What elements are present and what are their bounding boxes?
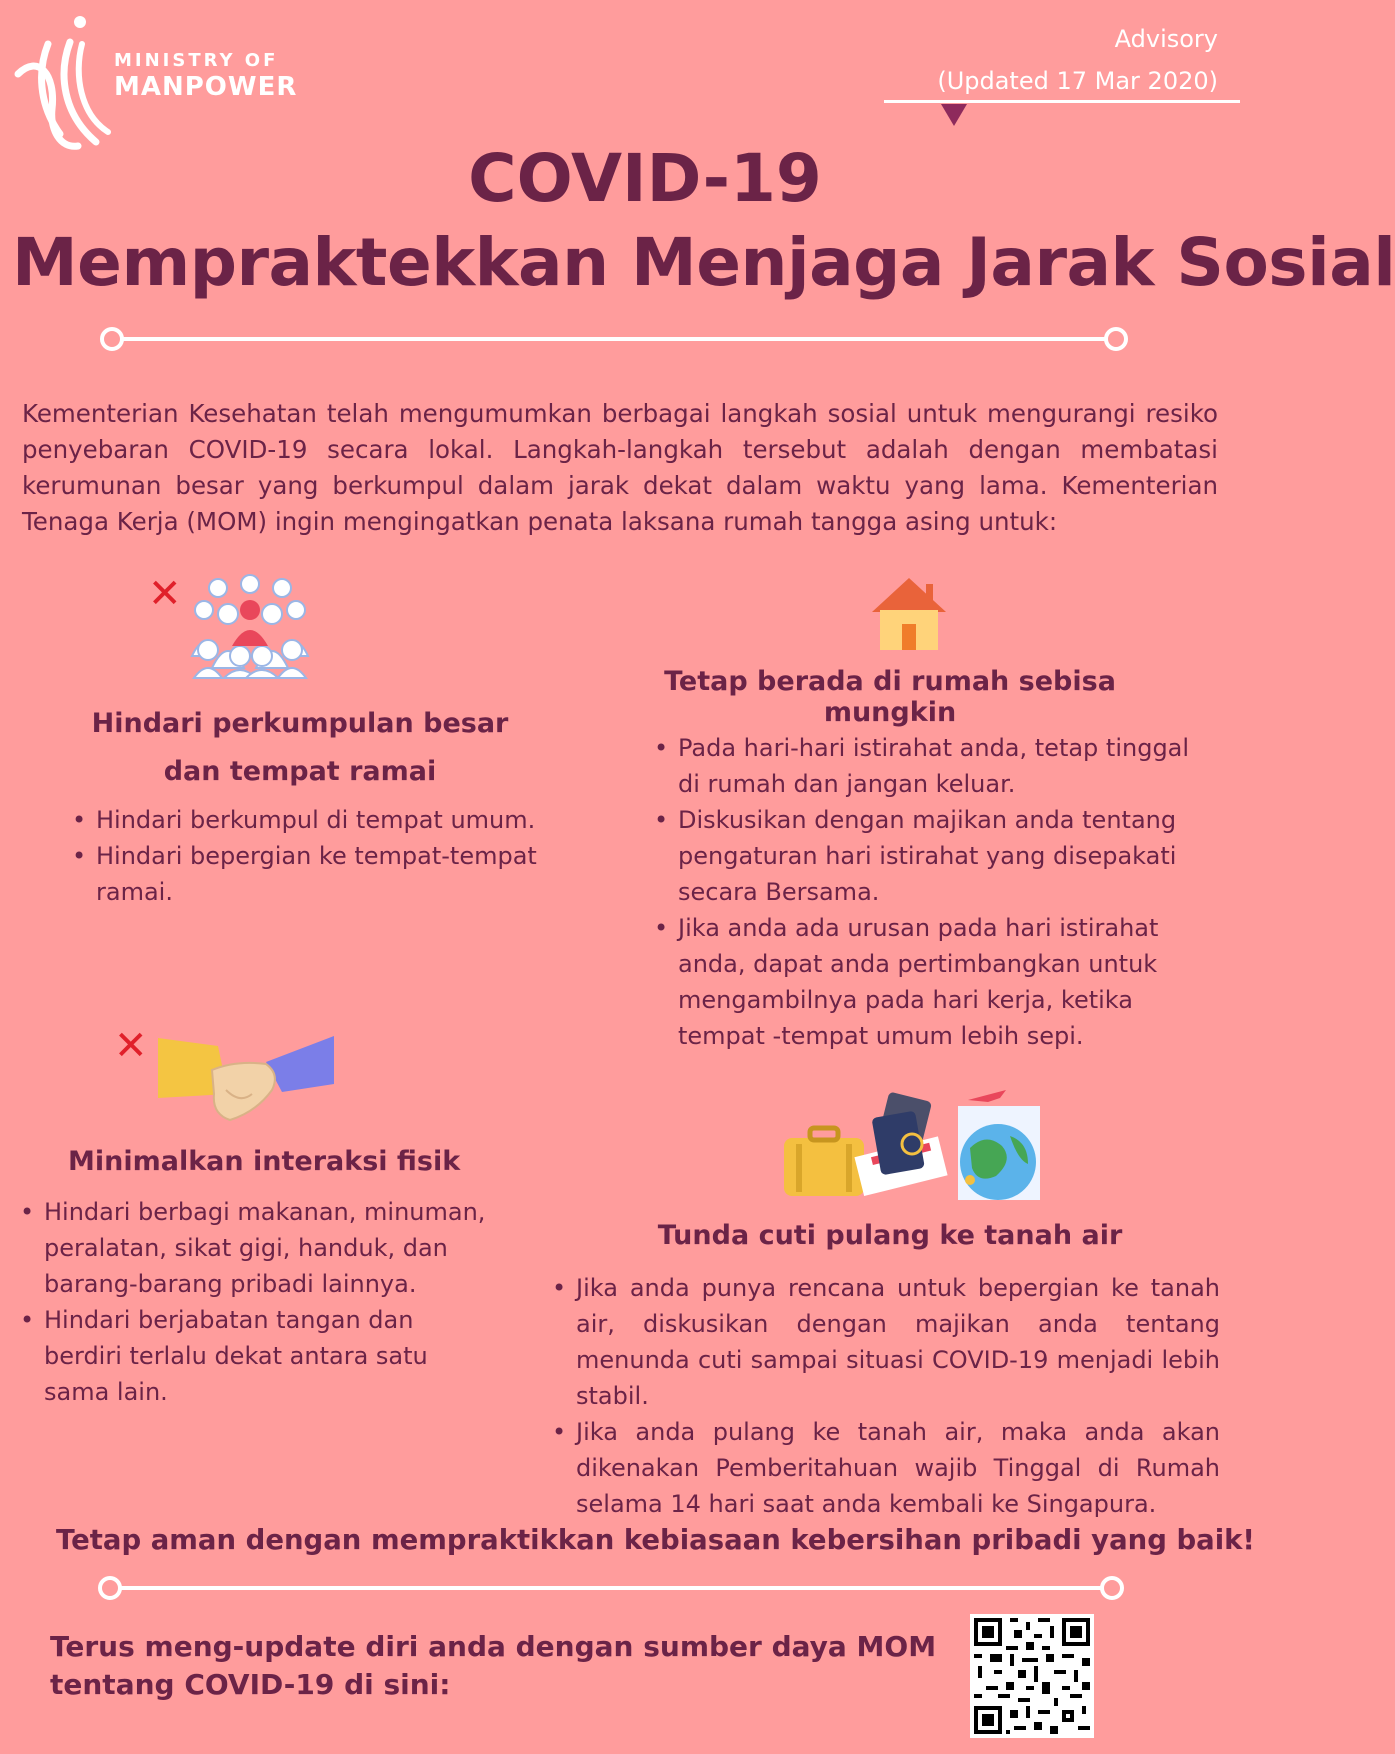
list-item: • Diskusikan dengan majikan anda tentang pengaturan hari istirahat yang disepakati secara Bersama. (654, 802, 1214, 910)
divider-dot-right-icon (1104, 327, 1128, 351)
list-item: • Jika anda pulang ke tanah air, maka anda akan dikenakan Pemberitahuan wajib Tinggal di Rumah selama 14 hari saat anda kembali ke Singapura. (552, 1414, 1220, 1522)
logo-text-manpower: MANPOWER (114, 72, 298, 102)
intro-paragraph: Kementerian Kesehatan telah mengumumkan berbagai langkah sosial untuk mengurangi resiko penyebaran COVID-19 secara lokal. Langkah-langkah tersebut adalah dengan membatasi kerumunan besar yang berkumpul dalam jarak dekat dalam waktu yang lama. Kementerian Tenaga Kerja (MOM) ingin mengingatkan penata laksana rumah tangga asing untuk: (22, 399, 1218, 536)
travel-icon (782, 1084, 1044, 1202)
footer-divider (112, 1586, 1112, 1590)
list-item: • Hindari berjabatan tangan dan berdiri terlalu dekat antara satu sama lain. (20, 1302, 490, 1410)
qr-code-icon[interactable] (970, 1614, 1094, 1738)
list-item: • Jika anda punya rencana untuk bepergian ke tanah air, diskusikan dengan majikan anda tentang menunda cuti sampai situasi COVID-19 menjadi lebih stabil. (552, 1270, 1220, 1414)
section-title-crowds-line2: dan tempat ramai (163, 756, 437, 787)
handshake-icon (156, 1034, 336, 1124)
physical-bullet-list (20, 1194, 490, 1410)
travel-bullet-list (552, 1270, 1220, 1522)
list-item: • Hindari berbagi makanan, minuman, peralatan, sikat gigi, handuk, dan barang-barang pribadi lainnya. (20, 1194, 490, 1302)
crowd-icon (188, 574, 312, 678)
section-title-travel: Tunda cuti pulang ke tanah air (657, 1220, 1123, 1251)
list-item: • Hindari bepergian ke tempat-tempat ramai. (72, 838, 542, 910)
title-divider (112, 337, 1116, 341)
divider-dot-right-icon (1100, 1576, 1124, 1600)
prohibited-x-icon: ✕ (148, 571, 182, 617)
section-title-physical: Minimalkan interaksi fisik (68, 1146, 461, 1177)
divider-dot-left-icon (98, 1576, 122, 1600)
ministry-logo (8, 14, 308, 154)
section-title-crowds (60, 700, 540, 796)
hygiene-reminder: Tetap aman dengan mempraktikkan kebiasaan kebersihan pribadi yang baik! (56, 1524, 1255, 1556)
crowds-bullet-list (72, 802, 542, 910)
list-item: • Pada hari-hari istirahat anda, tetap tinggal di rumah dan jangan keluar. (654, 730, 1214, 802)
advisory-divider (884, 100, 1240, 103)
list-item: • Jika anda ada urusan pada hari istirahat anda, dapat anda pertimbangkan untuk mengambilnya pada hari kerja, ketika tempat -tempat umum lebih sepi. (654, 910, 1214, 1054)
resources-message: Terus meng-update diri anda dengan sumber daya MOM tentang COVID-19 di sini: (50, 1630, 937, 1701)
mom-logo-icon (8, 14, 118, 154)
section-title-crowds-line1: Hindari perkumpulan besar (91, 708, 509, 739)
divider-dot-left-icon (100, 327, 124, 351)
advisory-label (937, 18, 1218, 102)
page-title-covid: COVID-19 (468, 140, 822, 217)
logo-text-ministry: MINISTRY OF (114, 50, 279, 71)
advisory-title: Advisory (1114, 25, 1218, 53)
list-item: • Hindari berkumpul di tempat umum. (72, 802, 542, 838)
prohibited-x-icon: ✕ (114, 1023, 148, 1069)
page-title-main: Mempraktekkan Menjaga Jarak Sosial (12, 224, 1395, 301)
home-bullet-list (654, 730, 1214, 1054)
section-title-home: Tetap berada di rumah sebisa mungkin (664, 666, 1116, 728)
advisory-updated-date: (Updated 17 Mar 2020) (937, 67, 1218, 95)
house-icon (870, 574, 948, 652)
triangle-down-icon (941, 104, 967, 126)
